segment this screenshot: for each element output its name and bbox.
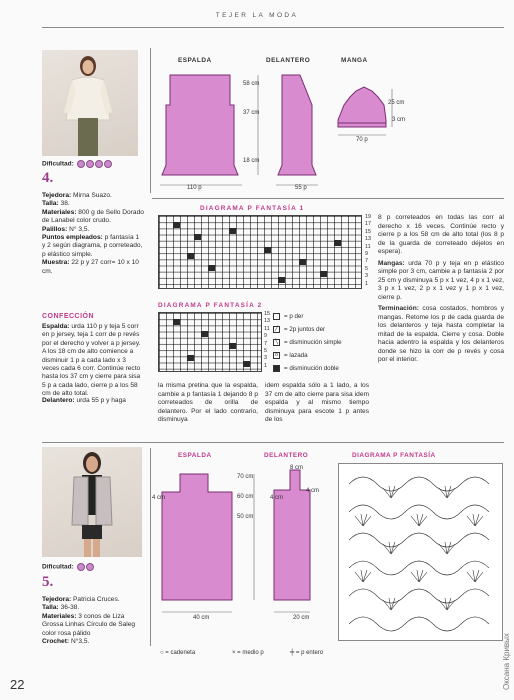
measure-60cm: 60 cm <box>237 494 254 500</box>
model-photo-5 <box>42 447 142 557</box>
yarn-over-icon: o <box>273 352 280 359</box>
spec-line: Palillos: N° 3,5. <box>42 225 90 233</box>
diagram2-row-numbers: 15 13 11 9 7 5 3 1 <box>264 311 270 369</box>
measure-25cm: 25 cm <box>388 100 405 106</box>
measure-4cm: 4 cm <box>152 495 166 501</box>
spec-line: Crochet: N°3,5. <box>42 638 90 646</box>
spec-line: Talla: 38. <box>42 200 70 208</box>
spec-line: Tejedora: Mirna Suazo. <box>42 192 112 199</box>
model-specs <box>42 596 142 646</box>
diagram2-title: DIAGRAMA P FANTASÍA 2 <box>158 302 263 309</box>
legend-item: o = lazada <box>273 352 308 359</box>
page-number: 22 <box>10 677 25 692</box>
diagram1-title: DIAGRAMA P FANTASÍA 1 <box>200 205 305 212</box>
knit-symbol-icon <box>273 313 280 320</box>
spec-line: Materiales: 3 conos de Liza Grossa Linhas Círculo de Saleg color rosa pálido <box>42 612 136 637</box>
diagram1-row-numbers: 19 17 15 13 11 9 7 5 3 1 <box>365 214 371 287</box>
measure-110p: 110 p <box>187 185 202 191</box>
difficulty-label: Dificultad: <box>42 563 74 571</box>
header-rule <box>42 27 504 28</box>
half-stitch-icon: × <box>232 650 238 656</box>
difficulty-dot-icon <box>77 563 85 571</box>
measure-70p: 70 p <box>356 137 368 143</box>
measure-50cm: 50 cm <box>237 514 254 520</box>
k2tog-symbol-icon: ╱ <box>274 326 278 332</box>
schematic-pieces <box>150 65 510 195</box>
instructions-col-3: idem espalda sólo a 1 lado, a los 37 cm de alto cierre para sisa idem espalda y al mismo tiempo disminuya para escote 1 p antes de los <box>265 382 369 423</box>
measure-3cm: 3 cm <box>392 117 406 123</box>
schematic-pieces-2 <box>150 460 340 630</box>
spec-line: Puntos empleados: p fantasía 1 y 2 según diagrama, p correteado, p elástico simple. <box>42 234 143 258</box>
double-stitch-icon: ╪ <box>290 650 296 656</box>
model-number: 5. <box>42 574 54 590</box>
measure-40cm: 40 cm <box>193 615 210 621</box>
measure-8cm: 8 cm <box>290 465 304 471</box>
delantero-label: DELANTERO <box>266 57 311 64</box>
manga-label: MANGA <box>341 57 368 64</box>
spec-line: Materiales: 800 g de Sello Dorado de Lanabel color crudo. <box>42 208 144 225</box>
model-photo-4 <box>42 50 138 156</box>
spec-line: Talla: 36-38. <box>42 604 80 612</box>
delantero-label: DELANTERO <box>264 452 309 459</box>
legend-item: ╲ = disminución simple <box>274 339 342 346</box>
crochet-chart <box>338 463 503 641</box>
difficulty-dot-icon <box>86 563 94 571</box>
difficulty-dot-icon <box>95 160 103 168</box>
difficulty-label: Dificultad: <box>42 160 74 168</box>
measure-18cm: 18 cm <box>243 158 260 164</box>
delantero-instructions: Delantero: urda 55 p y haga <box>42 397 126 404</box>
instructions-right-col: 8 p correteados en todas las corr al derecho x 16 veces. Continúe recto y cierre p a los 58 cm de alto total (los 8 p de la guarda de correteado déjelos en espera). Mangas: urda 70 p y teja en p elástico simple por 3 cm, cambie a p fantasía 2 por 25 cm y disminuya 5 p x 1 vez, 4 p x 1 vez, 3 p x 1 vez, 2 p x 1 vez y 1 p x 1 vez, cierre p. Terminación: cosa costados, hombros y mangas. Retome los p de cada guarda de los delanteros y teja hasta completar la mitad de la espalda. Cierre y cosa. Doble hacia adentro la espalda y los delanteros donde se hizo la corr de p revés y cosa por el interior. <box>378 214 504 363</box>
model-specs <box>42 192 144 276</box>
difficulty-dot-icon <box>104 160 112 168</box>
measure-37cm: 37 cm <box>243 110 260 116</box>
fantasia-label: DIAGRAMA P FANTASÍA <box>352 452 436 459</box>
measure-20cm: 20 cm <box>293 615 310 621</box>
legend-item: = p der <box>273 313 303 320</box>
difficulty-dot-icon <box>86 160 94 168</box>
difficulty-dot-icon <box>77 160 85 168</box>
measure-58cm: 58 cm <box>243 81 260 87</box>
espalda-label: ESPALDA <box>178 57 212 64</box>
measure-70cm: 70 cm <box>237 474 254 480</box>
magazine-section-title: TEJER LA MODA <box>215 12 299 19</box>
confeccion-heading: CONFECCIÓN <box>42 313 95 320</box>
double-decrease-icon <box>273 365 280 372</box>
legend-entero: ╪ = p entero <box>290 650 324 656</box>
legend-item: ╱ = 2p juntos der <box>274 326 326 333</box>
decrease-symbol-icon: ╲ <box>274 339 278 345</box>
section-rule <box>152 198 504 199</box>
espalda-instructions: Espalda: urda 110 p y teja 5 corr en p jersey, teja 1 corr de p revés por el derecho y volver a p jersey. A los 18 cm de alto comience a disminuir 1 p a cada lado x 3 veces cada 6 corr. Continúe recto hasta los 37 cm y cierre para sisa 5 p a cada lado, cierre p a los 58 cm de alto total. <box>42 323 141 398</box>
section-divider <box>42 442 504 443</box>
spec-line: Tejedora: Patricia Cruces. <box>42 596 120 603</box>
difficulty-indicator <box>42 563 94 571</box>
legend-medio: × = medio p <box>232 650 264 656</box>
legend-cadeneta: ○ = cadeneta <box>160 650 196 656</box>
spec-line: Muestra: 22 p y 27 corr= 10 x 10 cm. <box>42 259 139 275</box>
espalda-label: ESPALDA <box>178 452 212 459</box>
measure-4cm: 4 cm <box>306 488 320 494</box>
watermark: Оксана Кривых <box>502 633 511 690</box>
chain-symbol-icon: ○ <box>160 650 166 656</box>
measure-4cm: 4 cm <box>270 495 284 501</box>
instructions-col-2: la misma pretina que la espalda, cambie a p fantasía 1 dejando 8 p correteados de orilla de delantero. Por el lado contrario, disminuya <box>158 382 258 423</box>
model-number: 4. <box>42 170 54 186</box>
diagram1-grid <box>158 215 362 289</box>
measure-55p: 55 p <box>295 185 307 191</box>
difficulty-indicator <box>42 160 112 168</box>
legend-item: = disminución doble <box>273 365 339 372</box>
diagram2-grid <box>158 312 262 372</box>
